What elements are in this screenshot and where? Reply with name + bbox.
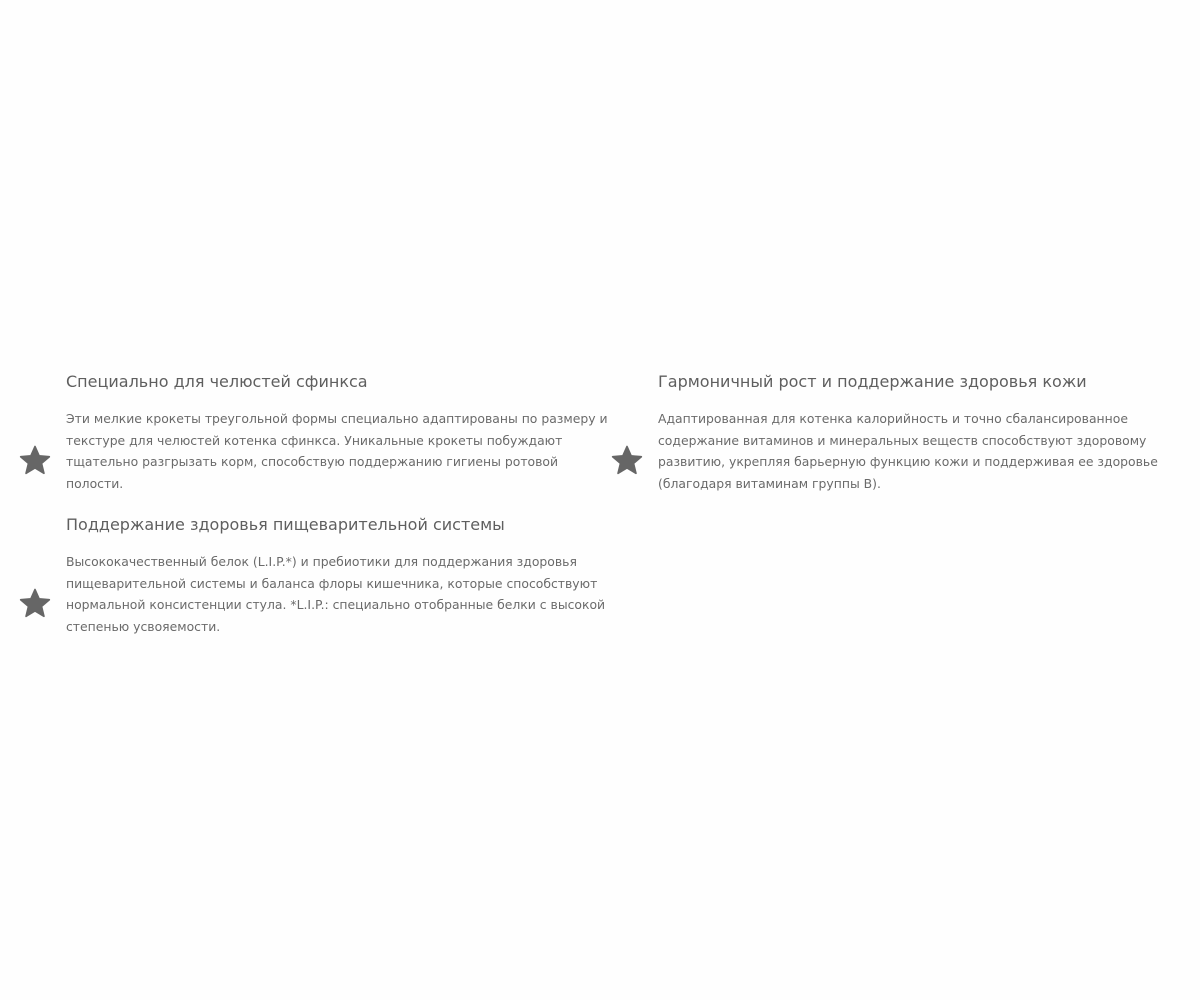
feature-title: Специально для челюстей сфинкса	[66, 372, 368, 391]
star-icon	[18, 444, 52, 478]
feature-description: Эти мелкие крокеты треугольной формы специально адаптированы по размеру и текстуре для челюстей котенка сфинкса. Уникальные крокеты побуждают тщательно разгрызать корм, способствую поддержанию гигиены ротовой полости.	[66, 411, 608, 491]
star-icon	[610, 444, 644, 478]
feature-jaw-adapted	[66, 372, 611, 494]
star-icon	[18, 587, 52, 621]
feature-description: Адаптированная для котенка калорийность и точно сбалансированное содержание витаминов и минеральных веществ способствуют здоровому развитию, укрепляя барьерную функцию кожи и поддерживая ее здоровье (благодаря витаминам группы В).	[658, 411, 1158, 491]
feature-growth-skin	[658, 372, 1158, 494]
feature-description: Высококачественный белок (L.I.P.*) и пребиотики для поддержания здоровья пищеварительной системы и баланса флоры кишечника, которые способствуют нормальной консистенции стула. *L.I.P.: специально отобранные белки с высокой степенью усвояемости.	[66, 554, 606, 634]
feature-digestive-health	[66, 515, 611, 637]
feature-title: Поддержание здоровья пищеварительной системы	[66, 515, 505, 534]
feature-title: Гармоничный рост и поддержание здоровья кожи	[658, 372, 1087, 391]
